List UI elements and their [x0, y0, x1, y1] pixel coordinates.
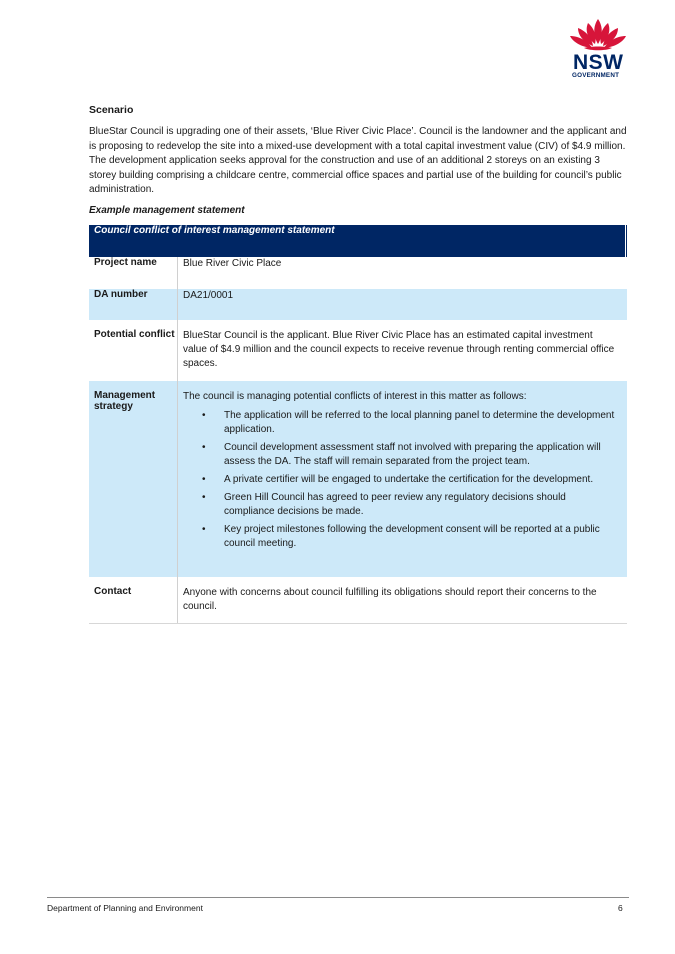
list-item: • Key project milestones following the development consent will be reported at a public council meeting. — [224, 523, 619, 551]
row-label-contact: Contact — [89, 577, 178, 624]
footer-divider — [47, 897, 629, 898]
list-item: • The application will be referred to the local planning panel to determine the development application. — [224, 409, 619, 437]
table-header-empty — [626, 225, 627, 257]
logo-wordmark: NSW — [573, 51, 624, 74]
row-value-da-number: DA21/0001 — [178, 289, 628, 320]
table-row — [89, 381, 627, 577]
footer-department: Department of Planning and Environment — [47, 903, 203, 913]
strategy-list — [183, 409, 619, 551]
waratah-flower-icon — [566, 18, 630, 52]
scenario-paragraph: BlueStar Council is upgrading one of their assets, ‘Blue River Civic Place’. Council is the landowner and the applicant and is proposing to redevelop the site into a mixed-use development with a total capital investment value (CIV) of $4.9 million. The development application seeks approval for the construction and use of an additional 2 storeys on an existing 3 storey building comprising a childcare centre, commercial office spaces and partial use of the building for council’s public administration. — [89, 126, 627, 195]
table-header-title: Council conflict of interest management statement — [89, 225, 626, 257]
nsw-government-logo — [566, 18, 630, 80]
row-value-management-strategy — [178, 381, 628, 577]
list-item: • Green Hill Council has agreed to peer review any regulatory decisions should compliance decisions be made. — [224, 491, 619, 519]
scenario-heading: Scenario — [89, 104, 134, 116]
row-value-potential-conflict: BlueStar Council is the applicant. Blue River Civic Place has an estimated capital investment value of $4.9 million and the council expects to receive revenue through renting commercial office spaces. — [178, 320, 628, 381]
table-row — [89, 289, 627, 320]
list-item: • A private certifier will be engaged to undertake the certification for the development. — [224, 473, 619, 487]
row-label-project-name: Project name — [89, 257, 178, 289]
table-row — [89, 577, 627, 624]
strategy-intro: The council is managing potential conflicts of interest in this matter as follows: — [183, 391, 527, 402]
row-label-potential-conflict: Potential conflict — [89, 320, 178, 381]
row-label-da-number: DA number — [89, 289, 178, 320]
management-statement-table — [89, 225, 627, 624]
row-value-contact: Anyone with concerns about council fulfilling its obligations should report their concerns to the council. — [178, 577, 628, 624]
example-heading: Example management statement — [89, 205, 245, 216]
table-row — [89, 257, 627, 289]
logo-subtitle: GOVERNMENT — [572, 72, 620, 79]
table-row — [89, 320, 627, 381]
row-value-project-name: Blue River Civic Place — [178, 257, 628, 289]
list-item: • Council development assessment staff not involved with preparing the application will assess the DA. The staff will remain separated from the project team. — [224, 441, 619, 469]
table-header-row — [89, 225, 627, 257]
row-label-management-strategy: Management strategy — [89, 381, 178, 577]
footer-page-number: 6 — [618, 903, 623, 913]
